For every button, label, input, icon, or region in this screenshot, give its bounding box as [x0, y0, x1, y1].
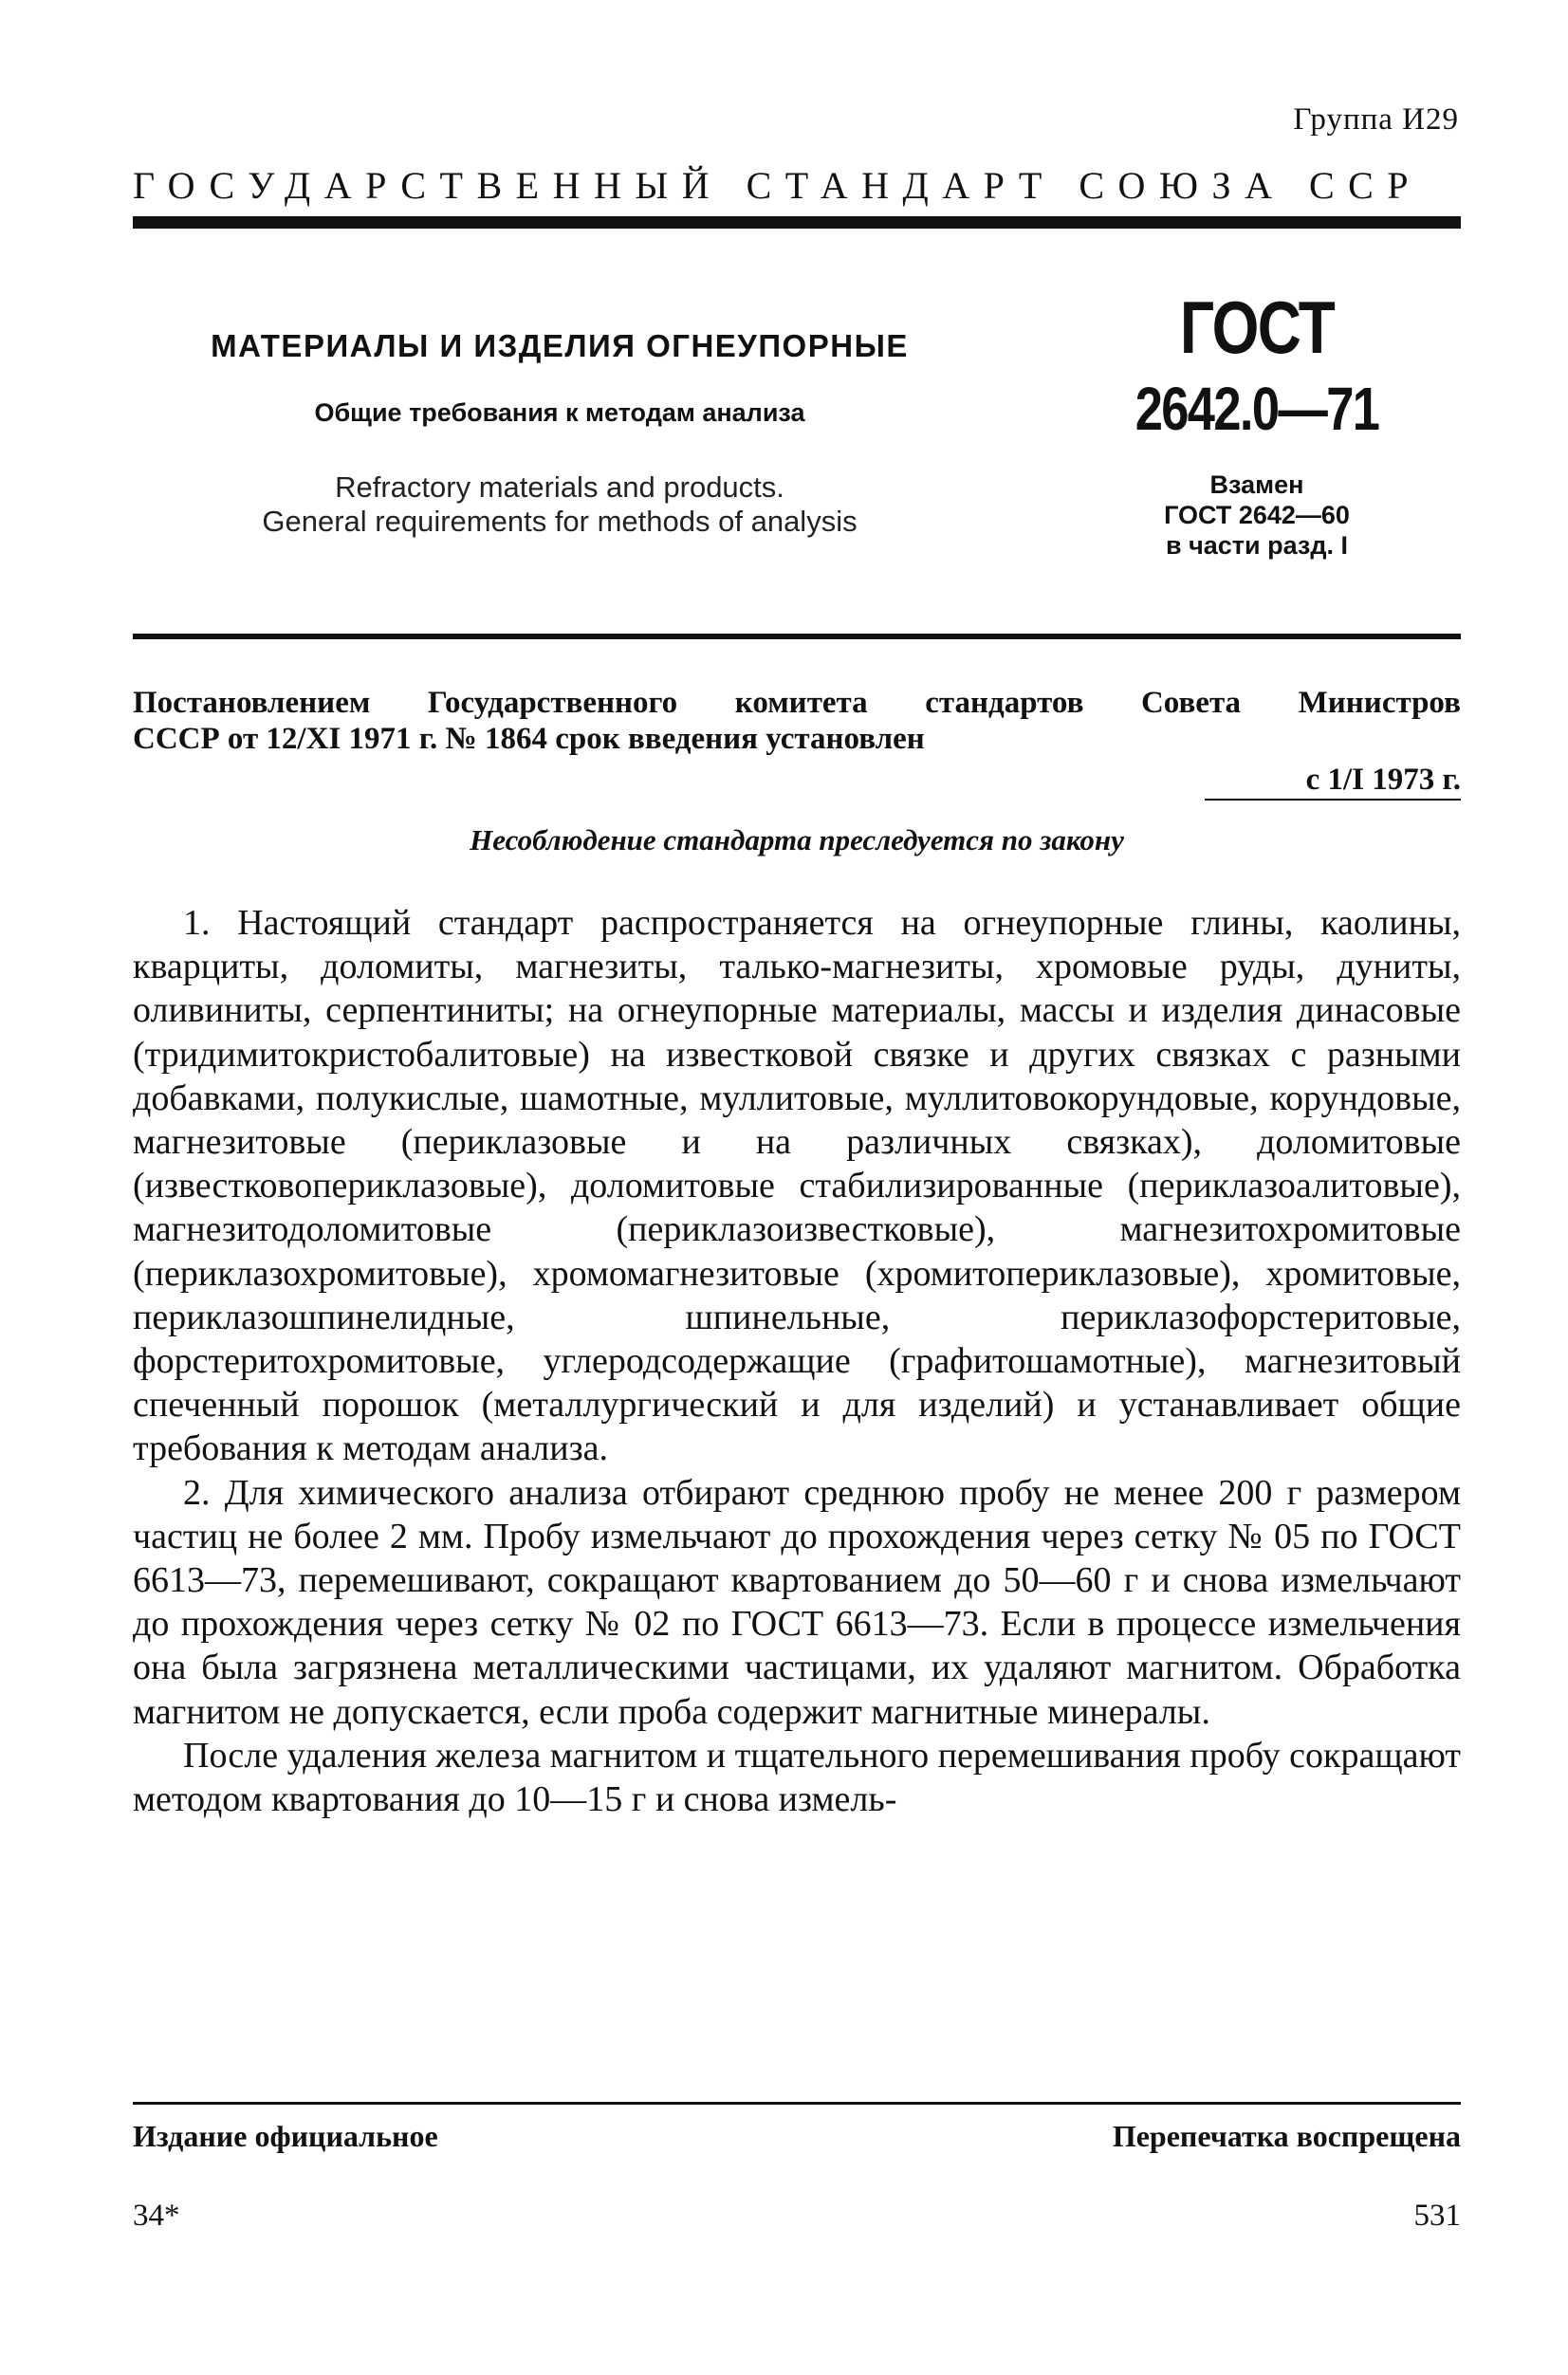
effective-date: с 1/I 1973 г. [1305, 763, 1461, 797]
header-rule [133, 216, 1461, 229]
decree-word: Государственного [427, 686, 678, 720]
replaces-line: Взамен [1209, 470, 1304, 499]
reprint-notice: Перепечатка воспрещена [1112, 2119, 1461, 2153]
page-number: 531 [1413, 2199, 1461, 2233]
decree-word: Министров [1298, 686, 1461, 720]
legal-notice: Несоблюдение стандарта преследуется по закону [470, 823, 1124, 856]
footer-rule [133, 2102, 1461, 2105]
decree-word: стандартов [925, 686, 1084, 720]
english-title-line: General requirements for methods of analysis [262, 505, 858, 538]
decree-line [133, 685, 1461, 721]
sheet-mark: 34* [133, 2199, 180, 2233]
state-standard-heading: ГОСУДАРСТВЕННЫЙ СТАНДАРТ СОЮЗА ССР [133, 164, 1423, 207]
edition-label: Издание официальное [133, 2119, 438, 2153]
replaces-line: в части разд. I [1165, 531, 1349, 560]
decree-word: Постановлением [133, 686, 371, 720]
english-title [133, 470, 987, 539]
paragraph: После удаления железа магнитом и тщательного перемешивания пробу сокращают методом квартования до 10—15 г и снова измель- [133, 1735, 1461, 1820]
group-label: Группа И29 [1293, 102, 1459, 137]
english-title-line: Refractory materials and products. [335, 470, 784, 504]
body-text [133, 901, 1461, 1821]
effective-date-underline [1205, 799, 1461, 801]
decree-word: Совета [1140, 686, 1242, 720]
decree-word: комитета [734, 686, 868, 720]
gost-number: 2642.0—71 [1134, 375, 1379, 443]
paragraph: 1. Настоящий стандарт распространяется на огнеупорные глины, каолины, кварциты, доломиты, магнезиты, талько-магнезиты, хромовые руды, дуниты, оливиниты, серпентиниты; на огнеупорные материалы, массы и изделия динасовые (тридимитокристобалитовые) на известковой связке и других связках с разными добавками, полукислые, шамотные, муллитовые, муллитовокорундовые, корундовые, магнезитовые (периклазовые и на различных связках), доломитовые (известковопериклазовые), доломитовые стабилизированные (периклазоалитовые), магнезитодоломитовые (периклазоизвестковые), магнезитохромитовые (периклазохромитовые), хромомагнезитовые (хромитопериклазовые), хромитовые, периклазошпинелидные, шпинельные, периклазофорстеритовые, форстеритохромитовые, углеродсодержащие (графитошамотные), магнезитовый спеченный порошок (металлургический и для изделий) и устанавливает общие требования к методам анализа. [133, 903, 1461, 1469]
replaces-note [1091, 469, 1423, 561]
document-title: МАТЕРИАЛЫ И ИЗДЕЛИЯ ОГНЕУПОРНЫЕ [211, 328, 909, 363]
document-subtitle: Общие требования к методам анализа [314, 398, 805, 427]
decree-line: СССР от 12/XI 1971 г. № 1864 срок введения установлен [133, 722, 925, 756]
title-block-rule [133, 634, 1461, 639]
decree-statement [133, 685, 1461, 757]
paragraph: 2. Для химического анализа отбирают среднюю пробу не менее 200 г размером частиц не более 2 мм. Пробу измельчают до прохождения через сетку № 05 по ГОСТ 6613—73, перемешивают, сокращают квартованием до 50—60 г и снова измельчают до прохождения через сетку № 02 по ГОСТ 6613—73. Если в процессе измельчения она была загрязнена металлическими частицами, их удаляют магнитом. Обработка магнитом не допускается, если проба содержит магнитные минералы. [133, 1472, 1461, 1732]
replaces-line: ГОСТ 2642—60 [1164, 501, 1350, 529]
gost-label: ГОСТ [1179, 285, 1335, 369]
